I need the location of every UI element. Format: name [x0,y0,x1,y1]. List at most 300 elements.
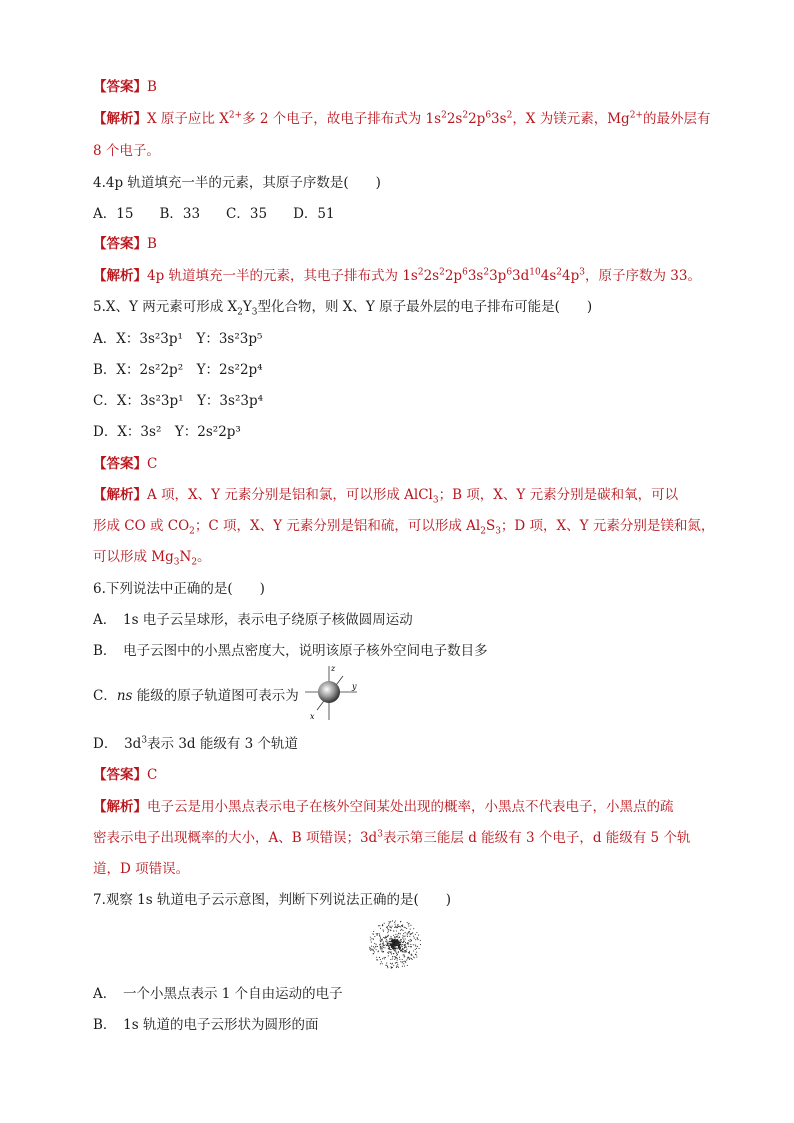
cloud-dot [371,942,372,943]
cloud-dot [396,926,397,927]
cloud-dot [408,931,409,932]
cloud-dot [390,963,391,964]
cloud-dot [380,948,381,949]
cloud-dot [380,928,381,929]
cloud-dot [420,940,421,941]
cloud-dot [419,948,420,949]
cloud-dot [397,964,398,965]
q3-answer-line [93,78,157,96]
cloud-dot [393,965,394,966]
cloud-dot [402,930,403,931]
cloud-dot [388,945,389,946]
cloud-dot [405,938,406,939]
cloud-dot [415,954,416,955]
analysis-tag: 【解析】 [93,111,147,127]
cloud-dot [411,958,412,959]
cloud-dot [381,947,382,948]
cloud-dot [413,950,414,951]
cloud-dot [373,946,374,947]
cloud-dot [378,925,379,926]
cloud-dot [384,947,385,948]
cloud-dot [404,927,405,928]
analysis-text: X 原子应比 X [147,111,229,127]
cloud-dot [386,927,387,928]
q3-analysis-line2: 8 个电子。 [93,143,160,159]
cloud-dot [408,926,409,927]
cloud-dot [398,947,399,948]
q7-question: 7.观察 1s 轨道电子云示意图，判断下列说法正确的是( ) [93,892,452,908]
cloud-dot [397,934,398,935]
cloud-dot [405,942,406,943]
q5-question: 5.X、Y 两元素可形成 $X_2Y_3$型化合物，则 X、Y 原子最外层的电子排布可能是( ) [93,299,593,318]
analysis-text: 4p 轨道填充一半的元素，其电子排布式为 1s [147,268,418,284]
cloud-dot [389,941,390,942]
cloud-dot [407,936,408,937]
cloud-dot [380,946,381,947]
q5-option-a: A．X：3s²3p¹ Y：3s²3p⁵ [93,331,263,347]
cloud-dot [390,929,391,930]
cloud-dot [400,939,401,940]
cloud-dot [383,947,384,948]
cloud-dot [407,933,408,934]
cloud-dot [393,949,394,950]
cloud-dot [414,938,415,939]
cloud-dot [396,952,397,953]
cloud-dot [387,967,388,968]
cloud-dot [377,933,378,934]
cloud-dot [400,930,401,931]
cloud-dot [398,937,399,938]
cloud-dot [376,949,377,950]
cloud-dot [399,937,400,938]
option-c: C．35 [226,206,268,222]
cloud-dot [416,955,417,956]
answer-tag: 【答案】 [93,456,147,472]
cloud-dot [413,956,414,957]
cloud-dot [381,940,382,941]
cloud-dot [383,931,384,932]
q5-option-c: C．X：3s²3p¹ Y：3s²3p⁴ [93,393,263,409]
cloud-dot [373,931,374,932]
cloud-dot [404,956,405,957]
q6-option-a: A． 1s 电子云呈球形，表示电子绕原子核做圆周运动 [93,612,413,628]
q6-answer-line [93,766,157,784]
analysis-text: 电子云是用小黑点表示电子在核外空间某处出现的概率，小黑点不代表电子，小黑点的疏 [147,799,674,815]
cloud-dot [414,957,415,958]
cloud-dot [393,935,394,936]
cloud-dot [382,929,383,930]
cloud-dot [411,955,412,956]
analysis-text: ，原子序数为 33。 [584,268,701,284]
cloud-dot [376,944,377,945]
cloud-dot [391,953,392,954]
cloud-dot [403,963,404,964]
cloud-dot [413,936,414,937]
cloud-dot [399,959,400,960]
cloud-dot [395,958,396,959]
analysis-text: ；D 项，X、Y 元素分别是镁和氮， [500,518,715,534]
cloud-dot [377,935,378,936]
cloud-dot [391,943,393,945]
cloud-dot [407,957,408,958]
cloud-dot [394,943,396,945]
cloud-dot [383,943,384,944]
cloud-dot [402,962,403,963]
cloud-dot [377,946,378,947]
cloud-dot [407,922,408,923]
cloud-dot [386,937,387,938]
cloud-dot [404,945,405,946]
cloud-dot [404,961,405,962]
option-text: 表示 3d 能级有 3 个轨道 [147,736,299,752]
option-text: 能级的原子轨道图可表示为 [132,688,299,704]
cloud-dot [382,951,383,952]
cloud-dot [380,938,381,939]
cloud-dot [410,925,411,926]
cloud-dot [370,937,371,938]
cloud-dot [394,959,395,960]
cloud-dot [395,926,396,927]
cloud-dot [408,946,409,947]
cloud-dot [395,956,396,957]
cloud-dot [405,927,406,928]
cloud-dot [405,932,406,933]
cloud-dot [371,938,372,939]
cloud-dot [379,933,380,934]
cloud-dot [416,948,417,949]
cloud-dot [388,955,389,956]
cloud-dot [380,940,381,941]
q6-analysis-line2: 密表示电子出现概率的大小，A、B 项错误；$3d^3$表示第三能层 d 能级有 3 个电子，d 能级有 5 个轨 [93,829,691,846]
cloud-dot [394,927,395,928]
cloud-dot [375,946,376,947]
cloud-dot [409,952,410,953]
cloud-dot [385,936,386,937]
cloud-dot [402,966,403,967]
cloud-dot [404,946,405,947]
cloud-dot [397,939,398,940]
cloud-dot [402,959,403,960]
analysis-text: 可以形成 Mg [93,549,174,565]
cloud-dot [386,942,387,943]
cloud-dot [370,948,371,949]
cloud-dot [394,936,395,937]
cloud-dot [406,951,407,952]
cloud-dot [418,934,419,935]
cloud-dot [379,925,380,926]
answer-tag: 【答案】 [93,236,147,252]
cloud-dot [381,951,382,952]
cloud-dot [395,927,396,928]
cloud-dot [388,921,389,922]
q5-option-d: D．X：3s² Y：2s²2p³ [93,424,241,440]
cloud-dot [380,963,381,964]
cloud-dot [408,952,409,953]
cloud-dot [369,947,370,948]
cloud-dot [406,928,407,929]
answer-value: B [147,236,157,252]
cloud-dot [393,945,395,947]
cloud-dot [404,936,405,937]
cloud-dot [405,962,406,963]
cloud-dot [407,965,408,966]
cloud-dot [388,931,389,932]
cloud-dot [399,949,400,950]
question-text: 型化合物，则 X、Y 原子最外层的电子排布可能是( ) [257,299,593,315]
cloud-dot [390,936,391,937]
cloud-dot [374,951,375,952]
q5-analysis-line3: 可以形成 $Mg_3N_2$。 [93,549,211,568]
cloud-dot [386,945,387,946]
cloud-dot [391,927,392,928]
cloud-dot [391,951,392,952]
q6-analysis-line3: 道，D 项错误。 [93,861,190,877]
cloud-dot [391,968,392,969]
analysis-text: A 项，X、Y 元素分别是铝和氯，可以形成 AlCl [147,487,433,503]
cloud-dot [399,957,400,958]
cloud-dot [392,920,393,921]
cloud-dot [386,940,387,941]
q6-option-d: D． $3d^3$表示 3d 能级有 3 个轨道 [93,735,299,752]
cloud-dot [379,957,380,958]
cloud-dot [411,933,412,934]
analysis-text: 形成 CO 或 CO [93,518,190,534]
cloud-dot [387,932,388,933]
cloud-dot [407,934,408,935]
cloud-dot [390,927,391,928]
cloud-dot [397,936,398,937]
answer-tag: 【答案】 [93,79,147,95]
cloud-dot [408,932,409,933]
cloud-dot [376,957,377,958]
cloud-dot [401,949,402,950]
q7-option-b: B． 1s 轨道的电子云形状为圆形的面 [93,1017,319,1033]
cloud-dot [386,965,387,966]
cloud-dot [403,942,404,943]
cloud-dot [387,935,388,936]
cloud-dot [380,943,381,944]
cloud-dot [410,946,411,947]
cloud-dot [407,943,408,944]
cloud-dot [396,955,397,956]
cloud-dot [402,944,403,945]
cloud-dot [410,944,411,945]
cloud-dot [400,961,401,962]
cloud-dot [389,945,390,946]
cloud-dot [396,967,397,968]
cloud-dot [406,960,407,961]
cloud-dot [388,948,389,949]
cloud-dot [403,949,404,950]
cloud-dot [402,946,403,947]
cloud-dot [380,959,381,960]
q4-question: 4.4p 轨道填充一半的元素，其原子序数是( ) [93,175,381,191]
cloud-dot [397,954,398,955]
cloud-dot [401,929,402,930]
cloud-dot [406,949,407,950]
cloud-dot [402,926,403,927]
cloud-dot [412,959,413,960]
q5-analysis-line2: 形成 CO 或 $CO_2$；C 项，X、Y 元素分别是铝和硫，可以形成 $Al_2S_3$；D 项，X、Y 元素分别是镁和氮， [93,518,715,537]
cloud-dot [391,940,393,942]
analysis-text: 表示第三能层 d 能级有 3 个电子，d 能级有 5 个轨 [382,830,691,846]
cloud-dot [374,936,375,937]
option-b: B．33 [159,206,201,222]
cloud-dot [397,940,399,942]
cloud-dot [398,967,399,968]
cloud-dot [379,936,380,937]
cloud-dot [392,926,393,927]
cloud-dot [400,946,401,947]
cloud-dot [405,952,406,953]
answer-tag: 【答案】 [93,767,147,783]
cloud-dot [416,957,417,958]
cloud-dot [402,951,403,952]
cloud-dot [413,944,414,945]
cloud-dot [394,949,395,950]
cloud-dot [415,939,416,940]
cloud-dot [395,945,397,947]
cloud-dot [401,941,402,942]
cloud-dot [386,939,387,940]
cloud-dot [397,966,398,967]
q5-answer-line [93,455,157,473]
analysis-tag: 【解析】 [93,799,147,815]
cloud-dot [412,932,413,933]
s-orbital-diagram [303,664,359,722]
cloud-dot [413,928,414,929]
cloud-dot [395,950,396,951]
cloud-dot [403,933,404,934]
q6-analysis-line1 [93,798,674,816]
cloud-dot [402,948,403,949]
cloud-dot [386,962,387,963]
cloud-dot [388,923,389,924]
cloud-dot [394,937,395,938]
cloud-dot [387,952,388,953]
cloud-dot [396,962,397,963]
sphere [318,681,340,703]
cloud-dot [396,953,397,954]
cloud-dot [385,941,386,942]
cloud-dot [384,923,385,924]
cloud-dot [380,937,381,938]
q6-option-c [93,687,299,705]
cloud-dot [377,951,378,952]
cloud-dot [420,944,421,945]
cloud-dot [403,961,404,962]
cloud-dot [398,926,399,927]
cloud-dot [392,956,393,957]
cloud-dot [402,942,403,943]
cloud-dot [396,957,397,958]
cloud-dot [400,926,401,927]
analysis-text: ；C 项，X、Y 元素分别是铝和硫，可以形成 Al [194,518,481,534]
cloud-dot [382,946,383,947]
option-label: C． [93,688,117,704]
analysis-tag: 【解析】 [93,487,147,503]
cloud-dot [415,949,416,950]
cloud-dot [417,937,418,938]
cloud-dot [398,933,399,934]
cloud-dot [390,921,391,922]
x-label: x [310,712,315,721]
cloud-dot [411,954,412,955]
cloud-dot [404,952,405,953]
cloud-dot [391,964,392,965]
cloud-dot [389,922,390,923]
cloud-dot [416,952,417,953]
cloud-dot [409,951,410,952]
cloud-dot [410,939,411,940]
cloud-dot [374,943,375,944]
cloud-dot [382,963,383,964]
cloud-dot [376,933,377,934]
electron-cloud-dots [369,920,421,968]
z-label: z [331,664,336,673]
q5-option-b: B．X：2s²2p² Y：2s²2p⁴ [93,362,263,378]
cloud-dot [408,940,409,941]
cloud-dot [373,953,374,954]
answer-value: B [147,79,157,95]
cloud-dot [377,959,378,960]
q6-question: 6.下列说法中正确的是( ) [93,581,265,597]
electron-cloud-diagram [364,917,426,971]
cloud-dot [411,946,412,947]
cloud-dot [405,950,406,951]
cloud-dot [385,965,386,966]
cloud-dot [395,939,397,941]
cloud-dot [390,938,391,939]
cloud-dot [417,939,418,940]
cloud-dot [409,936,410,937]
cloud-dot [388,935,389,936]
cloud-dot [382,925,383,926]
cloud-dot [382,958,383,959]
q5-analysis-line1: 【解析】A 项，X、Y 元素分别是铝和氯，可以形成 AlCl$_3$；B 项，X、Y 元素分别是碳和氧，可以 [93,487,679,506]
cloud-dot [396,930,397,931]
option-d: D．51 [293,206,335,222]
cloud-dot [410,929,411,930]
cloud-dot [402,935,403,936]
analysis-text: 的最外层有 [642,111,711,127]
cloud-dot [399,947,400,948]
cloud-dot [403,954,404,955]
cloud-dot [397,945,399,947]
cloud-dot [409,959,410,960]
cloud-dot [397,960,398,961]
cloud-dot [395,934,396,935]
cloud-dot [374,947,375,948]
cloud-dot [407,958,408,959]
cloud-dot [408,923,409,924]
cloud-dot [390,959,391,960]
cloud-dot [400,933,401,934]
cloud-dot [400,940,401,941]
cloud-dot [395,963,396,964]
cloud-dot [395,924,396,925]
q3-analysis-line1: 【解析】X 原子应比 $X^{2+}$多 2 个电子，故电子排布式为 $1s^22s^22p^63s^2$，X 为镁元素，$Mg^{2+}$的最外层有 [93,110,711,127]
cloud-dot [389,943,390,944]
cloud-dot [397,942,399,944]
cloud-dot [393,953,394,954]
answer-value: C [147,456,158,472]
cloud-dot [370,939,371,940]
cloud-dot [373,950,374,951]
cloud-dot [382,924,383,925]
answer-value: C [147,767,158,783]
cloud-dot [403,939,404,940]
